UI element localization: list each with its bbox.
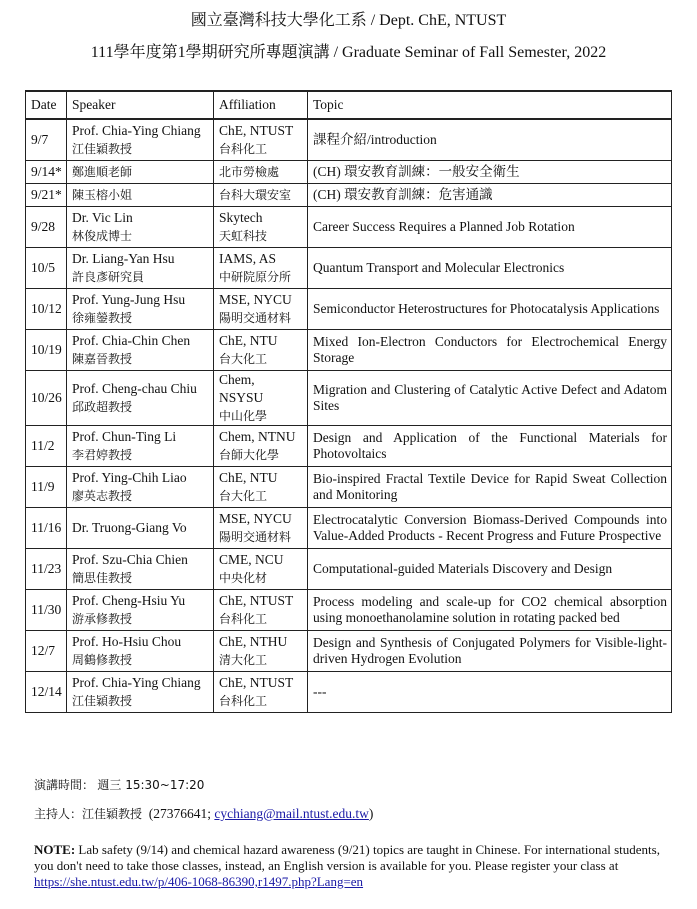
speaker-name-zh: 李君婷教授 bbox=[72, 448, 133, 462]
cell-topic: Quantum Transport and Molecular Electronics bbox=[308, 248, 672, 289]
cell-affiliation bbox=[214, 590, 308, 631]
table-row bbox=[26, 119, 672, 161]
host-label: 主持人：江佳穎教授 bbox=[34, 807, 143, 821]
table-row bbox=[26, 672, 672, 713]
cell-topic: 課程介紹/introduction bbox=[308, 119, 672, 161]
cell-topic: Mixed Ion-Electron Conductors for Electrochemical Energy Storage bbox=[308, 330, 672, 371]
cell-date: 11/2 bbox=[26, 426, 67, 467]
speaker-name-en: Prof. Chia-Chin Chen bbox=[72, 333, 191, 348]
cell-affiliation bbox=[214, 289, 308, 330]
affiliation-en: Skytech bbox=[219, 210, 263, 225]
cell-affiliation bbox=[214, 426, 308, 467]
seminar-host bbox=[34, 805, 373, 822]
cell-affiliation bbox=[214, 119, 308, 161]
table-row bbox=[26, 289, 672, 330]
seminar-time bbox=[34, 776, 204, 793]
affiliation-en: MSE, NYCU bbox=[219, 511, 292, 526]
speaker-name-zh: 游承修教授 bbox=[72, 612, 133, 626]
cell-affiliation bbox=[214, 161, 308, 184]
table-header-row bbox=[26, 91, 672, 119]
speaker-name-zh: 江佳穎教授 bbox=[72, 142, 133, 156]
affiliation-zh: 中研院原分所 bbox=[219, 270, 292, 284]
table-row bbox=[26, 631, 672, 672]
cell-date: 10/19 bbox=[26, 330, 67, 371]
speaker-name-zh: 陳玉榕小姐 bbox=[72, 188, 133, 202]
affiliation-en: IAMS, AS bbox=[219, 251, 277, 266]
affiliation-en: ChE, NTUST bbox=[219, 675, 294, 690]
table-row bbox=[26, 508, 672, 549]
cell-topic: Semiconductor Heterostructures for Photocatalysis Applications bbox=[308, 289, 672, 330]
cell-date: 9/14* bbox=[26, 161, 67, 184]
time-label: 演講時間： bbox=[34, 778, 95, 792]
speaker-name-zh: 江佳穎教授 bbox=[72, 694, 133, 708]
cell-date: 11/9 bbox=[26, 467, 67, 508]
time-value: 週三 15:30~17:20 bbox=[97, 778, 205, 792]
note-text: Lab safety (9/14) and chemical hazard awareness (9/21) topics are taught in Chinese. For international students, you don't need to take those classes, instead, an English version is available for you. Please register your class at bbox=[34, 842, 660, 873]
table-row bbox=[26, 426, 672, 467]
host-phone: (27376641; bbox=[148, 806, 212, 821]
cell-speaker bbox=[67, 590, 214, 631]
cell-topic: Design and Synthesis of Conjugated Polymers for Visible-light-driven Hydrogen Evolution bbox=[308, 631, 672, 672]
speaker-name-zh: 徐雍鎣教授 bbox=[72, 311, 133, 325]
cell-speaker bbox=[67, 248, 214, 289]
speaker-name-en: Prof. Cheng-Hsiu Yu bbox=[72, 593, 186, 608]
speaker-name-zh: 周鶴修教授 bbox=[72, 653, 133, 667]
speaker-name-en: Dr. Liang-Yan Hsu bbox=[72, 251, 175, 266]
cell-speaker bbox=[67, 371, 214, 426]
table-row bbox=[26, 184, 672, 207]
cell-affiliation bbox=[214, 631, 308, 672]
speaker-name-zh: 簡思佳教授 bbox=[72, 571, 133, 585]
cell-affiliation bbox=[214, 467, 308, 508]
cell-affiliation bbox=[214, 184, 308, 207]
affiliation-en: CME, NCU bbox=[219, 552, 284, 567]
cell-speaker bbox=[67, 467, 214, 508]
cell-topic: Electrocatalytic Conversion Biomass-Derived Compounds into Value-Added Products - Recent Progress and Future Prospective bbox=[308, 508, 672, 549]
affiliation-en: MSE, NYCU bbox=[219, 292, 292, 307]
header-affiliation: Affiliation bbox=[214, 91, 308, 119]
cell-affiliation bbox=[214, 330, 308, 371]
affiliation-zh: 台科大環安室 bbox=[219, 188, 292, 202]
cell-speaker bbox=[67, 161, 214, 184]
cell-topic: Migration and Clustering of Catalytic Active Defect and Adatom Sites bbox=[308, 371, 672, 426]
affiliation-zh: 中山化學 bbox=[219, 409, 268, 423]
cell-topic: Bio-inspired Fractal Textile Device for Rapid Sweat Collection and Monitoring bbox=[308, 467, 672, 508]
cell-date: 11/23 bbox=[26, 549, 67, 590]
cell-topic: (CH) 環安教育訓練：一般安全衛生 bbox=[308, 161, 672, 184]
affiliation-zh: 中央化材 bbox=[219, 571, 268, 585]
affiliation-en: ChE, NTUST bbox=[219, 123, 294, 138]
cell-speaker bbox=[67, 508, 214, 549]
speaker-name-en: Dr. Truong-Giang Vo bbox=[72, 520, 187, 535]
cell-affiliation bbox=[214, 549, 308, 590]
speaker-name-en: Prof. Cheng-chau Chiu bbox=[72, 381, 197, 396]
cell-speaker bbox=[67, 289, 214, 330]
speaker-name-zh: 鄭進順老師 bbox=[72, 165, 133, 179]
table-body bbox=[26, 119, 672, 713]
cell-affiliation bbox=[214, 508, 308, 549]
register-link[interactable]: https://she.ntust.edu.tw/p/406-1068-86390,r1497.php?Lang=en bbox=[34, 874, 364, 889]
table-row bbox=[26, 161, 672, 184]
cell-topic: Process modeling and scale-up for CO2 chemical absorption using monoethanolamine solution in rotating packed bed bbox=[308, 590, 672, 631]
cell-date: 9/7 bbox=[26, 119, 67, 161]
affiliation-en: ChE, NTHU bbox=[219, 634, 288, 649]
affiliation-zh: 台大化工 bbox=[219, 489, 268, 503]
affiliation-zh: 北市勞檢處 bbox=[219, 165, 280, 179]
cell-topic: Design and Application of the Functional Materials for Photovoltaics bbox=[308, 426, 672, 467]
cell-speaker bbox=[67, 119, 214, 161]
cell-speaker bbox=[67, 672, 214, 713]
affiliation-zh: 台大化工 bbox=[219, 352, 268, 366]
header-title-dept: 國立臺灣科技大學化工系 / Dept. ChE, NTUST bbox=[190, 12, 507, 29]
cell-affiliation bbox=[214, 248, 308, 289]
affiliation-zh: 台師大化學 bbox=[219, 448, 280, 462]
cell-date: 11/16 bbox=[26, 508, 67, 549]
cell-date: 9/28 bbox=[26, 207, 67, 248]
note-paragraph bbox=[34, 842, 674, 890]
speaker-name-en: Prof. Yung-Jung Hsu bbox=[72, 292, 186, 307]
header-title-seminar: 111學年度第1學期研究所專題演講 / Graduate Seminar of Fall Semester, 2022 bbox=[90, 44, 607, 61]
affiliation-zh: 天虹科技 bbox=[219, 229, 268, 243]
table-row bbox=[26, 467, 672, 508]
cell-date: 10/5 bbox=[26, 248, 67, 289]
table-row bbox=[26, 590, 672, 631]
affiliation-en: Chem, NTNU bbox=[219, 429, 296, 444]
affiliation-en: ChE, NTU bbox=[219, 470, 278, 485]
cell-date: 11/30 bbox=[26, 590, 67, 631]
affiliation-zh: 清大化工 bbox=[219, 653, 268, 667]
header-speaker: Speaker bbox=[67, 91, 214, 119]
speaker-name-zh: 邱政超教授 bbox=[72, 400, 133, 414]
cell-date: 12/14 bbox=[26, 672, 67, 713]
cell-topic: --- bbox=[308, 672, 672, 713]
cell-date: 12/7 bbox=[26, 631, 67, 672]
cell-speaker bbox=[67, 330, 214, 371]
speaker-name-zh: 陳嘉晉教授 bbox=[72, 352, 133, 366]
cell-date: 10/12 bbox=[26, 289, 67, 330]
note-label: NOTE: bbox=[34, 842, 76, 857]
speaker-name-en: Dr. Vic Lin bbox=[72, 210, 133, 225]
cell-affiliation bbox=[214, 207, 308, 248]
table-row bbox=[26, 549, 672, 590]
cell-topic: (CH) 環安教育訓練：危害通識 bbox=[308, 184, 672, 207]
cell-topic: Career Success Requires a Planned Job Rotation bbox=[308, 207, 672, 248]
affiliation-en: ChE, NTU bbox=[219, 333, 278, 348]
speaker-name-en: Prof. Chia-Ying Chiang bbox=[72, 675, 201, 690]
affiliation-en: Chem, NSYSU bbox=[219, 372, 264, 405]
affiliation-en: ChE, NTUST bbox=[219, 593, 294, 608]
speaker-name-en: Prof. Ho-Hsiu Chou bbox=[72, 634, 182, 649]
seminar-schedule-table bbox=[25, 90, 672, 713]
speaker-name-en: Prof. Chia-Ying Chiang bbox=[72, 123, 201, 138]
header-topic: Topic bbox=[308, 91, 672, 119]
cell-speaker bbox=[67, 426, 214, 467]
table-row bbox=[26, 207, 672, 248]
speaker-name-en: Prof. Ying-Chih Liao bbox=[72, 470, 187, 485]
speaker-name-zh: 許良彥研究員 bbox=[72, 270, 145, 284]
header-date: Date bbox=[26, 91, 67, 119]
cell-speaker bbox=[67, 207, 214, 248]
host-email-link[interactable]: cychiang@mail.ntust.edu.tw bbox=[214, 806, 369, 821]
affiliation-zh: 台科化工 bbox=[219, 142, 268, 156]
cell-speaker bbox=[67, 184, 214, 207]
speaker-name-zh: 林俊成博士 bbox=[72, 229, 133, 243]
affiliation-zh: 台科化工 bbox=[219, 612, 268, 626]
speaker-name-zh: 廖英志教授 bbox=[72, 489, 133, 503]
cell-speaker bbox=[67, 549, 214, 590]
cell-date: 10/26 bbox=[26, 371, 67, 426]
speaker-name-en: Prof. Szu-Chia Chien bbox=[72, 552, 188, 567]
speaker-name-en: Prof. Chun-Ting Li bbox=[72, 429, 177, 444]
table-row bbox=[26, 330, 672, 371]
cell-date: 9/21* bbox=[26, 184, 67, 207]
affiliation-zh: 陽明交通材料 bbox=[219, 530, 292, 544]
cell-topic: Computational-guided Materials Discovery and Design bbox=[308, 549, 672, 590]
affiliation-zh: 台科化工 bbox=[219, 694, 268, 708]
table-row bbox=[26, 371, 672, 426]
affiliation-zh: 陽明交通材料 bbox=[219, 311, 292, 325]
cell-affiliation bbox=[214, 371, 308, 426]
table-row bbox=[26, 248, 672, 289]
cell-speaker bbox=[67, 631, 214, 672]
host-close: ) bbox=[368, 806, 374, 821]
cell-affiliation bbox=[214, 672, 308, 713]
